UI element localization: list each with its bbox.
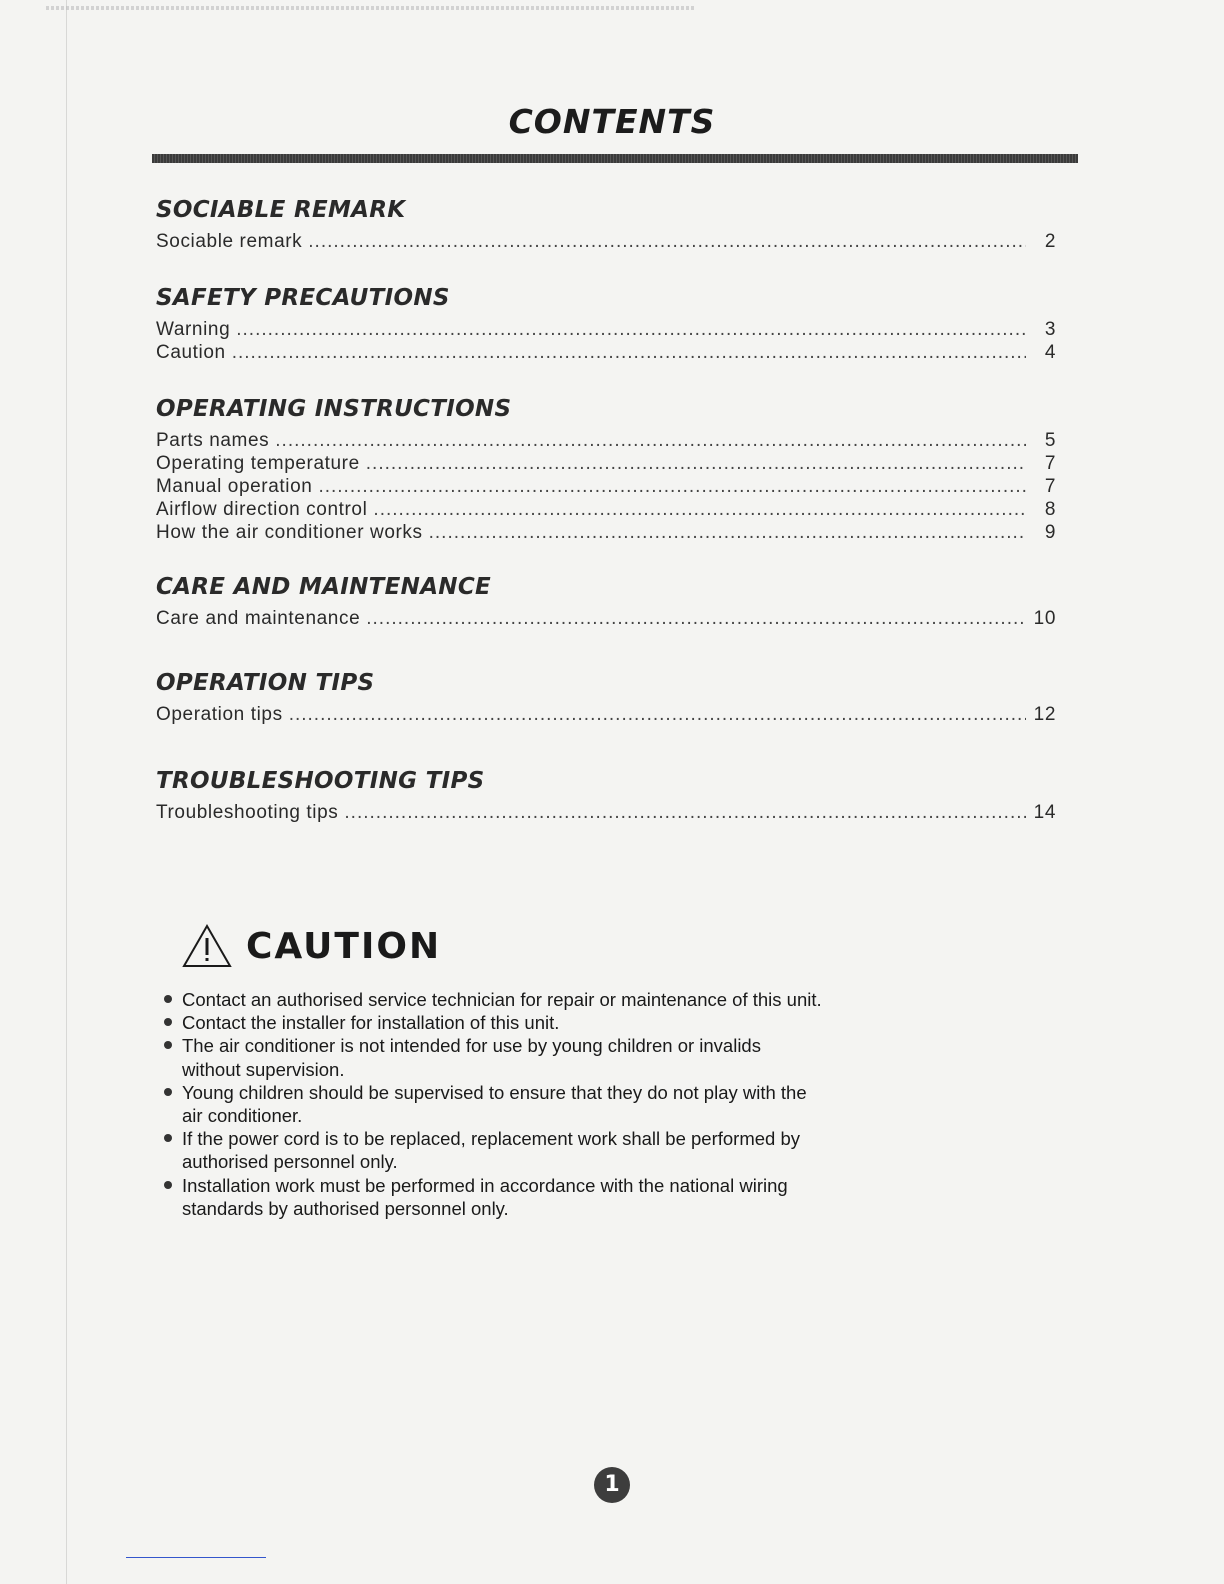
caution-item-line: authorised personnel only. <box>182 1151 398 1173</box>
scan-artifact <box>46 6 696 10</box>
toc-section-heading: SAFETY PRECAUTIONS <box>156 285 450 311</box>
toc-entry-page: 10 <box>1033 608 1056 629</box>
toc-entry-page: 7 <box>1044 476 1056 497</box>
toc-leader-dots <box>275 429 1026 452</box>
toc-entry[interactable] <box>156 341 1056 364</box>
caution-item <box>162 1081 922 1127</box>
toc-entry[interactable] <box>156 521 1056 544</box>
toc-entry-page: 12 <box>1033 704 1056 725</box>
toc-entry[interactable] <box>156 429 1056 452</box>
caution-item-line: The air conditioner is not intended for use by young children or invalids <box>182 1035 761 1057</box>
toc-entry-page: 14 <box>1033 802 1056 823</box>
caution-item-line: Installation work must be performed in accordance with the national wiring <box>182 1174 788 1196</box>
toc-entry-label: How the air conditioner works <box>156 522 423 543</box>
caution-item-line: air conditioner. <box>182 1105 303 1127</box>
toc-section-heading: OPERATING INSTRUCTIONS <box>156 396 512 422</box>
toc-section <box>156 572 1056 630</box>
toc-entry-page: 2 <box>1044 231 1056 252</box>
bullet-icon <box>164 1041 172 1049</box>
bullet-icon <box>164 995 172 1003</box>
toc-entry-page: 5 <box>1044 430 1056 451</box>
toc-entry[interactable] <box>156 607 1056 630</box>
caution-item-line: If the power cord is to be replaced, replacement work shall be performed by <box>182 1128 801 1150</box>
toc-entry-label: Caution <box>156 342 226 363</box>
toc-section <box>156 283 1056 364</box>
toc-section-heading: TROUBLESHOOTING TIPS <box>156 768 485 794</box>
toc-leader-dots <box>366 607 1026 630</box>
caution-item-line: Contact the installer for installation of this unit. <box>182 1012 560 1034</box>
toc-entry-label: Airflow direction control <box>156 499 368 520</box>
title-rule <box>152 154 1078 163</box>
toc-entry-page: 7 <box>1044 453 1056 474</box>
caution-item <box>162 988 922 1011</box>
caution-title: CAUTION <box>246 925 442 967</box>
toc-entry-page: 8 <box>1044 499 1056 520</box>
caution-block <box>162 918 922 1220</box>
toc-entry-page: 4 <box>1044 342 1056 363</box>
caution-item <box>162 1127 922 1173</box>
toc-entry-label: Sociable remark <box>156 231 303 252</box>
bullet-icon <box>164 1134 172 1142</box>
footer-line <box>126 1557 266 1558</box>
toc-section <box>156 766 1056 824</box>
toc-entry[interactable] <box>156 703 1056 726</box>
toc-entry[interactable] <box>156 318 1056 341</box>
toc-leader-dots <box>344 801 1026 824</box>
toc-leader-dots <box>429 521 1026 544</box>
toc-entry[interactable] <box>156 452 1056 475</box>
caution-item-line: Contact an authorised service technician for repair or maintenance of this unit. <box>182 989 822 1010</box>
toc-leader-dots <box>308 230 1026 253</box>
toc-entry[interactable] <box>156 475 1056 498</box>
toc-entry-page: 3 <box>1044 319 1056 340</box>
toc-entry-label: Warning <box>156 319 231 340</box>
toc-section <box>156 668 1056 726</box>
toc-leader-dots <box>289 703 1026 726</box>
toc-section <box>156 195 1056 253</box>
caution-item <box>162 1011 922 1034</box>
table-of-contents <box>156 195 1056 824</box>
bullet-icon <box>164 1088 172 1096</box>
toc-section <box>156 394 1056 544</box>
toc-leader-dots <box>232 341 1026 364</box>
toc-leader-dots <box>236 318 1026 341</box>
page-number: 1 <box>594 1467 630 1503</box>
toc-entry[interactable] <box>156 801 1056 824</box>
toc-entry-page: 9 <box>1044 522 1056 543</box>
toc-entry-label: Troubleshooting tips <box>156 802 339 823</box>
caution-item-line: standards by authorised personnel only. <box>182 1197 509 1219</box>
toc-section-heading: OPERATION TIPS <box>156 670 375 696</box>
caution-item-line: without supervision. <box>182 1058 345 1080</box>
warning-triangle-icon <box>182 924 232 968</box>
caution-item <box>162 1174 922 1220</box>
caution-list <box>162 988 922 1220</box>
toc-entry-label: Parts names <box>156 430 270 451</box>
toc-entry-label: Operating temperature <box>156 453 360 474</box>
toc-section-heading: CARE AND MAINTENANCE <box>156 574 492 600</box>
scan-edge <box>66 0 67 1584</box>
caution-item-line: Young children should be supervised to ensure that they do not play with the <box>182 1081 807 1103</box>
toc-section-heading: SOCIABLE REMARK <box>156 197 406 223</box>
toc-leader-dots <box>373 498 1026 521</box>
toc-entry[interactable] <box>156 230 1056 253</box>
page-title: CONTENTS <box>508 102 716 141</box>
bullet-icon <box>164 1018 172 1026</box>
bullet-icon <box>164 1181 172 1189</box>
toc-leader-dots <box>318 475 1026 498</box>
toc-entry[interactable] <box>156 498 1056 521</box>
toc-leader-dots <box>366 452 1026 475</box>
caution-item <box>162 1034 922 1080</box>
toc-entry-label: Manual operation <box>156 476 313 497</box>
toc-entry-label: Care and maintenance <box>156 608 361 629</box>
toc-entry-label: Operation tips <box>156 704 283 725</box>
caution-heading <box>182 918 922 974</box>
